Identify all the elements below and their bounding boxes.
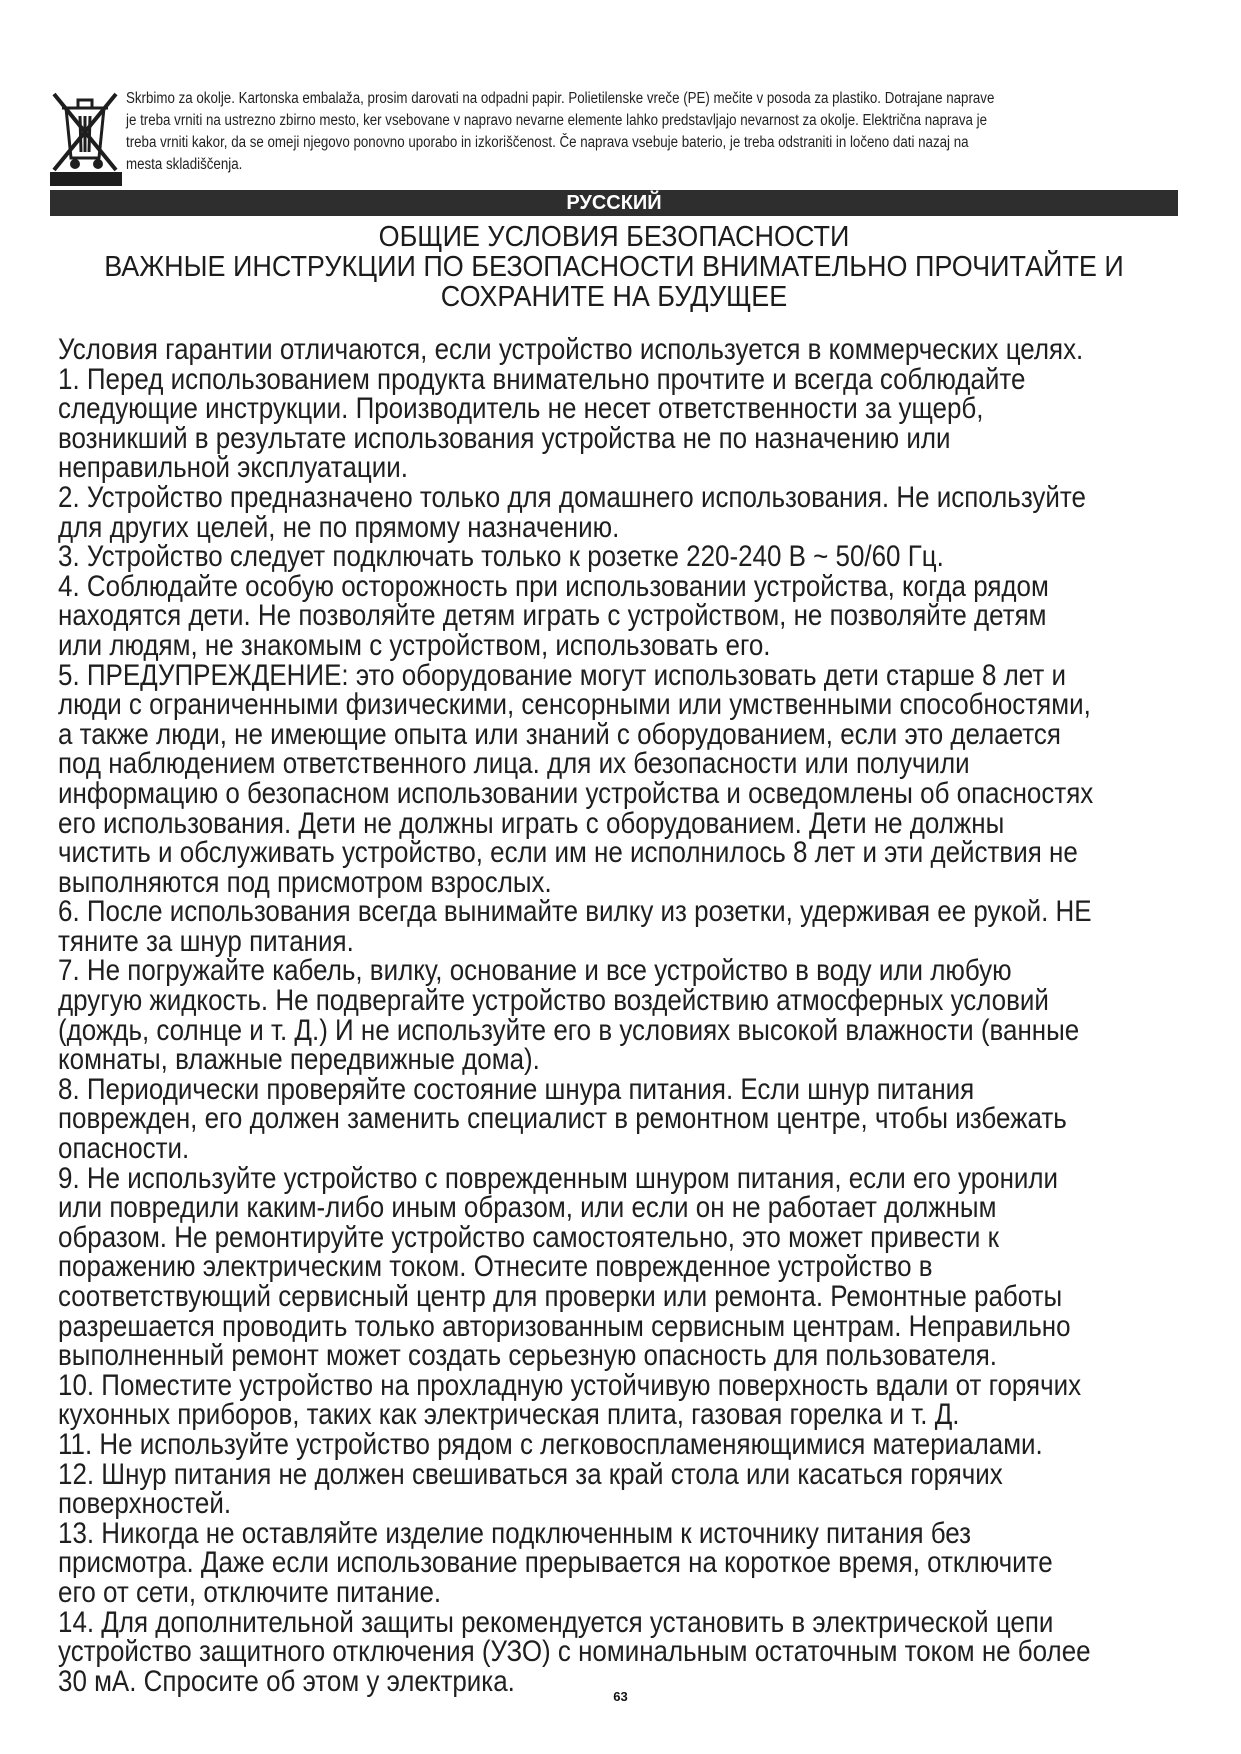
paragraph-8: 8. Периодически проверяйте состояние шнура питания. Если шнур питания поврежден, его должен заменить специалист в ремонтном центре, чтобы избежать опасности. [58,1072,1067,1166]
paragraph-warranty: Условия гарантии отличаются, если устройство используется в коммерческих целях. [58,333,1084,366]
paragraph-1: 1. Перед использованием продукта внимательно прочтите и всегда соблюдайте следующие инструкции. Производитель не несет ответственности за ущерб, возникший в результате использования устройства не по назначению или неправильной эксплуатации. [58,362,1026,485]
safety-instructions [58,335,1202,1696]
language-header: РУССКИЙ [50,190,1178,216]
eco-notice-text: Skrbimo za okolje. Kartonska embalaža, prosim darovati na odpadni papir. Polietilenske vreče (PE) mečite v posoda za plastiko. Dotrajane naprave je treba vrniti na ustrezno zbirno mesto, ker vsebovane v napravo nevarne elemente lahko predstavljajo nevarnost za okolje. Električna naprava je treba vrniti kakor, da se omeji njegovo ponovno uporabo in izkoriščenost. Če naprava vsebuje baterio, je treba odstraniti in ločeno dati nazaj na mesta skladiščenja. [126,90,995,173]
paragraph-3: 3. Устройство следует подключать только к розетке 220-240 В ~ 50/60 Гц. [58,540,944,574]
paragraph-2: 2. Устройство предназначено только для домашнего использования. Не используйте для других целей, не по прямому назначению. [58,480,1086,544]
eco-bar [50,172,122,186]
paragraph-14: 14. Для дополнительной защиты рекомендуется установить в электрической цепи устройство защитного отключения (УЗО) с номинальным остаточным током не более 30 мА. Спросите об этом у электрика. [58,1605,1091,1698]
paragraph-10: 10. Поместите устройство на прохладную устойчивую поверхность вдали от горячих кухонных приборов, таких как электрическая плита, газовая горелка и т. Д. [58,1368,1082,1432]
paragraph-6: 6. После использования всегда вынимайте вилку из розетки, удерживая ее рукой. НЕ тяните за шнур питания. [58,895,1092,958]
paragraph-12: 12. Шнур питания не должен свешиваться за край стола или касаться горячих поверхностей. [58,1457,1003,1521]
eco-notice [50,88,1180,186]
section-title: ОБЩИЕ УСЛОВИЯ БЕЗОПАСНОСТИ ВАЖНЫЕ ИНСТРУКЦИИ ПО БЕЗОПАСНОСТИ ВНИМАТЕЛЬНО ПРОЧИТАЙТЕ И СОХРАНИТЕ НА БУДУЩЕЕ [104,221,1124,313]
paragraph-11: 11. Не используйте устройство рядом с легковоспламеняющимися материалами. [58,1427,1043,1461]
page-number: 63 [613,1689,628,1704]
paragraph-9: 9. Не используйте устройство с поврежденным шнуром питания, если его уронили или повредили каким-либо иным образом, или если он не работает должным образом. Не ремонтируйте устройство самостоятельно, это может привести к поражению электрическим током. Отнесите поврежденное устройство в соответствующий сервисный центр для проверки или ремонта. Ремонтные работы разрешается проводить только авторизованным сервисным центрам. Неправильно выполненный ремонт может создать серьезную опасность для пользователя. [58,1161,1071,1373]
paragraph-7: 7. Не погружайте кабель, вилку, основание и все устройство в воду или любую другую жидкость. Не подвергайте устройство воздействию атмосферных условий (дождь, солнце и т. Д.) И не используйте его в условиях высокой влажности (ванные комнаты, влажные передвижные дома). [58,954,1080,1077]
paragraph-13: 13. Никогда не оставляйте изделие подключенным к источнику питания без присмотра. Даже если использование прерывается на короткое время, отключите его от сети, отключите питание. [58,1516,1053,1609]
crossed-out-wheelie-bin-icon [50,88,120,174]
paragraph-5: 5. ПРЕДУПРЕЖДЕНИЕ: это оборудование могут использовать дети старше 8 лет и люди с ограниченными физическими, сенсорными или умственными способностями, а также люди, не имеющие опыта или знаний с оборудованием, если это делается под наблюдением ответственного лица. для их безопасности или получили информацию о безопасном использовании устройства и осведомлены об опасностях его использования. Дети не должны играть с оборудованием. Дети не должны чистить и обслуживать устройство, если им не исполнилось 8 лет и эти действия не выполняются под присмотром взрослых. [58,658,1094,899]
paragraph-4: 4. Соблюдайте особую осторожность при использовании устройства, когда рядом находятся дети. Не позволяйте детям играть с устройством, не позволяйте детям или людям, не знакомым с устройством, использовать его. [58,569,1049,662]
